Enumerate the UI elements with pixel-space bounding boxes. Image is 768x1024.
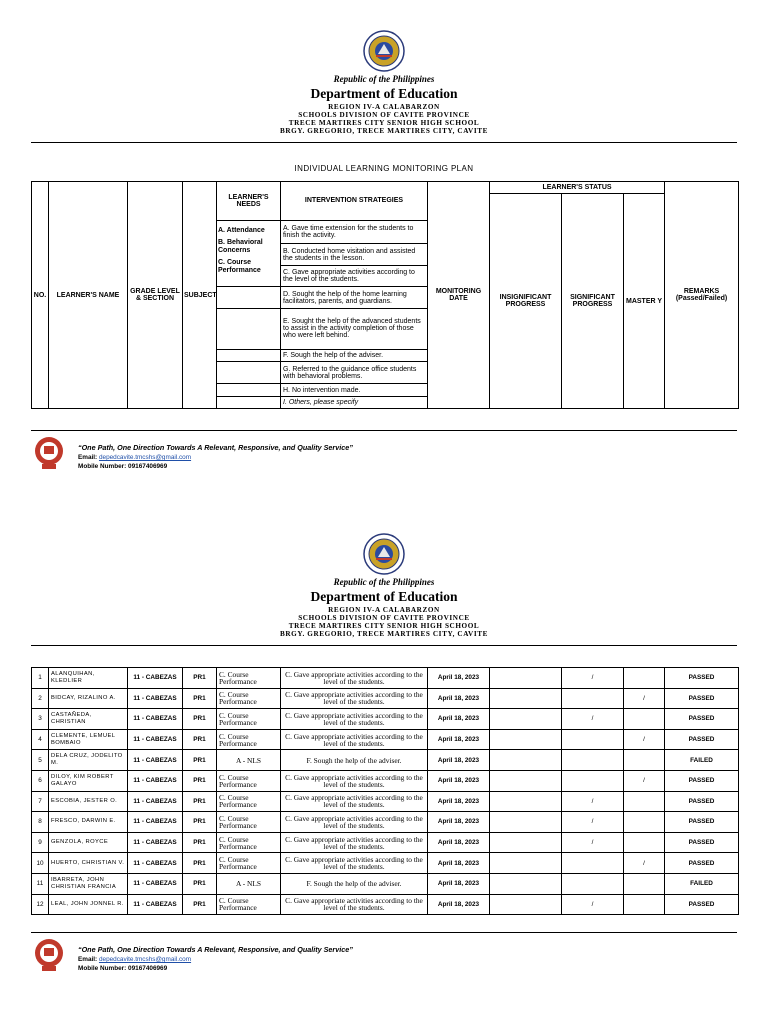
- col-name: LEARNER'S NAME: [49, 182, 128, 409]
- row-significant: /: [562, 894, 624, 915]
- row-no: 10: [32, 853, 49, 874]
- row-mastery: /: [624, 770, 665, 791]
- row-grade: 11 - CABEZAS: [128, 750, 183, 771]
- table-row: [32, 688, 739, 709]
- table-row: [32, 812, 739, 833]
- row-grade: 11 - CABEZAS: [128, 770, 183, 791]
- row-no: 5: [32, 750, 49, 771]
- row-name: FRESCO, DARWIN E.: [49, 812, 128, 833]
- row-need: C. Course Performance: [217, 688, 281, 709]
- row-name: IBARRETA, JOHN CHRISTIAN FRANCIA: [49, 873, 128, 894]
- row-strategy: C. Gave appropriate activities according to the level of the students.: [281, 853, 428, 874]
- row-remarks: PASSED: [665, 812, 739, 833]
- row-strategy: F. Sough the help of the adviser.: [281, 873, 428, 894]
- table-row: [32, 873, 739, 894]
- row-grade: 11 - CABEZAS: [128, 873, 183, 894]
- col-significant: SIGNIFICANT PROGRESS: [562, 194, 624, 409]
- footer-mobile: Mobile Number: 09167406969: [78, 965, 168, 972]
- department-title: Department of Education: [310, 86, 458, 101]
- row-date: April 18, 2023: [428, 688, 490, 709]
- row-subject: PR1: [183, 709, 217, 730]
- strategy-b: B. Conducted home visitation and assisted the students in the lesson.: [281, 244, 428, 265]
- row-significant: [562, 853, 624, 874]
- republic-text: Republic of the Philippines: [333, 74, 435, 84]
- row-need: C. Course Performance: [217, 853, 281, 874]
- col-no: NO.: [32, 182, 49, 409]
- needs-blank-2: [217, 308, 281, 349]
- row-need: A - NLS: [217, 873, 281, 894]
- row-significant: /: [562, 709, 624, 730]
- row-strategy: C. Gave appropriate activities according to the level of the students.: [281, 791, 428, 812]
- row-remarks: PASSED: [665, 832, 739, 853]
- footer-motto: “One Path, One Direction Towards A Relevant, Responsive, and Quality Service”: [78, 945, 353, 954]
- row-name: ALANQUIHAN, KLEDLIER: [49, 668, 128, 689]
- row-need: C. Course Performance: [217, 729, 281, 750]
- table-row: [32, 832, 739, 853]
- needs-blank-5: [217, 384, 281, 396]
- row-insignificant: [490, 853, 562, 874]
- row-subject: PR1: [183, 688, 217, 709]
- plan-title: INDIVIDUAL LEARNING MONITORING PLAN: [294, 164, 474, 173]
- row-need: C. Course Performance: [217, 812, 281, 833]
- need-behavioral: B. Behavioral Concerns: [218, 238, 263, 254]
- row-mastery: [624, 709, 665, 730]
- row-insignificant: [490, 688, 562, 709]
- row-name: LEAL, JOHN JONNEL R.: [49, 894, 128, 915]
- row-mastery: [624, 791, 665, 812]
- row-remarks: PASSED: [665, 791, 739, 812]
- row-strategy: C. Gave appropriate activities according to the level of the students.: [281, 770, 428, 791]
- needs-blank-4: [217, 361, 281, 383]
- row-significant: /: [562, 668, 624, 689]
- row-no: 6: [32, 770, 49, 791]
- footer-mobile: Mobile Number: 09167406969: [78, 463, 168, 470]
- row-grade: 11 - CABEZAS: [128, 668, 183, 689]
- row-need: A - NLS: [217, 750, 281, 771]
- row-no: 7: [32, 791, 49, 812]
- row-mastery: [624, 832, 665, 853]
- row-remarks: PASSED: [665, 688, 739, 709]
- department-title: Department of Education: [310, 589, 458, 604]
- row-remarks: FAILED: [665, 873, 739, 894]
- row-no: 11: [32, 873, 49, 894]
- footer-divider: [31, 932, 737, 933]
- needs-blank-3: [217, 349, 281, 361]
- row-strategy: F. Sough the help of the adviser.: [281, 750, 428, 771]
- header-divider: [31, 142, 737, 143]
- email-label: Email:: [78, 454, 98, 461]
- row-date: April 18, 2023: [428, 853, 490, 874]
- row-strategy: C. Gave appropriate activities according to the level of the students.: [281, 812, 428, 833]
- school-text: TRECE MARTIRES CITY SENIOR HIGH SCHOOL: [288, 119, 480, 127]
- row-insignificant: [490, 873, 562, 894]
- row-insignificant: [490, 709, 562, 730]
- deped-seal-icon: [363, 30, 405, 72]
- table-row: [32, 770, 739, 791]
- col-strategies: INTERVENTION STRATEGIES: [281, 182, 428, 221]
- row-mastery: [624, 894, 665, 915]
- row-insignificant: [490, 791, 562, 812]
- row-date: April 18, 2023: [428, 894, 490, 915]
- row-significant: /: [562, 791, 624, 812]
- row-subject: PR1: [183, 770, 217, 791]
- division-text: SCHOOLS DIVISION OF CAVITE PROVINCE: [298, 614, 470, 622]
- col-remarks: REMARKS (Passed/Failed): [665, 182, 739, 409]
- footer-divider: [31, 430, 737, 431]
- row-subject: PR1: [183, 894, 217, 915]
- row-name: HUERTO, CHRISTIAN V.: [49, 853, 128, 874]
- strategy-d: D. Sought the help of the home learning facilitators, parents, and guardians.: [281, 287, 428, 308]
- row-date: April 18, 2023: [428, 668, 490, 689]
- school-logo-icon: [34, 436, 64, 470]
- row-no: 3: [32, 709, 49, 730]
- row-name: ESCOBIA, JESTER O.: [49, 791, 128, 812]
- row-need: C. Course Performance: [217, 791, 281, 812]
- strategy-f: F. Sough the help of the adviser.: [281, 349, 428, 361]
- plan-header-table: [31, 181, 739, 409]
- school-logo-icon: [34, 938, 64, 972]
- strategy-e: E. Sought the help of the advanced students to assist in the activity completion of those who were left behind.: [281, 308, 428, 349]
- row-name: BIDCAY, RIZALINO A.: [49, 688, 128, 709]
- footer-motto: “One Path, One Direction Towards A Relevant, Responsive, and Quality Service”: [78, 443, 353, 452]
- row-significant: /: [562, 812, 624, 833]
- row-no: 8: [32, 812, 49, 833]
- col-subject: SUBJECT: [183, 182, 217, 409]
- row-remarks: FAILED: [665, 750, 739, 771]
- row-remarks: PASSED: [665, 668, 739, 689]
- row-significant: [562, 770, 624, 791]
- row-remarks: PASSED: [665, 853, 739, 874]
- row-strategy: C. Gave appropriate activities according to the level of the students.: [281, 832, 428, 853]
- strategy-h: H. No intervention made.: [281, 384, 428, 396]
- col-grade: GRADE LEVEL & SECTION: [128, 182, 183, 409]
- row-insignificant: [490, 729, 562, 750]
- row-insignificant: [490, 894, 562, 915]
- row-mastery: [624, 812, 665, 833]
- needs-blank-6: [217, 396, 281, 408]
- table-row: [32, 894, 739, 915]
- row-date: April 18, 2023: [428, 791, 490, 812]
- email-link[interactable]: depedcavite.tmcshs@gmail.com: [98, 454, 192, 461]
- row-subject: PR1: [183, 729, 217, 750]
- address-text: BRGY. GREGORIO, TRECE MARTIRES CITY, CAVITE: [279, 630, 489, 638]
- row-significant: [562, 688, 624, 709]
- row-no: 9: [32, 832, 49, 853]
- row-mastery: [624, 750, 665, 771]
- row-strategy: C. Gave appropriate activities according to the level of the students.: [281, 894, 428, 915]
- strategy-others: I. Others, please specify: [281, 396, 428, 408]
- table-row: [32, 791, 739, 812]
- row-significant: /: [562, 832, 624, 853]
- row-strategy: C. Gave appropriate activities according to the level of the students.: [281, 729, 428, 750]
- row-mastery: [624, 873, 665, 894]
- row-name: DELA CRUZ, JODELITO M.: [49, 750, 128, 771]
- region-text: REGION IV-A CALABARZON: [328, 606, 440, 614]
- row-no: 12: [32, 894, 49, 915]
- needs-blank-1: [217, 287, 281, 308]
- footer-email-line: [78, 956, 191, 963]
- row-subject: PR1: [183, 791, 217, 812]
- row-insignificant: [490, 832, 562, 853]
- header-divider: [31, 645, 737, 646]
- row-grade: 11 - CABEZAS: [128, 688, 183, 709]
- row-insignificant: [490, 668, 562, 689]
- row-no: 1: [32, 668, 49, 689]
- strategy-g: G. Referred to the guidance office students with behavioral problems.: [281, 361, 428, 383]
- row-mastery: [624, 668, 665, 689]
- row-grade: 11 - CABEZAS: [128, 709, 183, 730]
- row-date: April 18, 2023: [428, 729, 490, 750]
- table-row: [32, 729, 739, 750]
- region-text: REGION IV-A CALABARZON: [328, 103, 440, 111]
- row-grade: 11 - CABEZAS: [128, 853, 183, 874]
- row-mastery: /: [624, 688, 665, 709]
- row-date: April 18, 2023: [428, 709, 490, 730]
- table-row: [32, 853, 739, 874]
- row-grade: 11 - CABEZAS: [128, 832, 183, 853]
- row-mastery: /: [624, 853, 665, 874]
- row-need: C. Course Performance: [217, 709, 281, 730]
- row-subject: PR1: [183, 668, 217, 689]
- footer-email-line: [78, 454, 191, 461]
- row-date: April 18, 2023: [428, 873, 490, 894]
- learner-data-table: [31, 667, 739, 915]
- row-significant: [562, 750, 624, 771]
- row-need: C. Course Performance: [217, 770, 281, 791]
- deped-seal-icon: [363, 533, 405, 575]
- row-name: CASTAÑEDA, CHRISTIAN: [49, 709, 128, 730]
- row-insignificant: [490, 812, 562, 833]
- col-insignificant: INSIGNIFICANT PROGRESS: [490, 194, 562, 409]
- needs-list: [217, 220, 281, 286]
- row-date: April 18, 2023: [428, 770, 490, 791]
- row-name: GENZOLA, ROYCE: [49, 832, 128, 853]
- col-date: MONITORING DATE: [428, 182, 490, 409]
- row-grade: 11 - CABEZAS: [128, 791, 183, 812]
- row-subject: PR1: [183, 750, 217, 771]
- row-significant: [562, 729, 624, 750]
- row-date: April 18, 2023: [428, 812, 490, 833]
- need-attendance: A. Attendance: [218, 226, 265, 234]
- address-text: BRGY. GREGORIO, TRECE MARTIRES CITY, CAVITE: [279, 127, 489, 135]
- table-row: [32, 709, 739, 730]
- table-row: [32, 668, 739, 689]
- col-needs: LEARNER'S NEEDS: [217, 182, 281, 221]
- row-remarks: PASSED: [665, 729, 739, 750]
- row-date: April 18, 2023: [428, 750, 490, 771]
- col-status: LEARNER'S STATUS: [490, 182, 665, 194]
- row-subject: PR1: [183, 873, 217, 894]
- row-remarks: PASSED: [665, 770, 739, 791]
- strategy-a: A. Gave time extension for the students to finish the activity.: [281, 220, 428, 244]
- col-mastery: MASTER Y: [624, 194, 665, 409]
- row-remarks: PASSED: [665, 894, 739, 915]
- row-name: DILOY, KIM ROBERT GALAYO: [49, 770, 128, 791]
- row-significant: [562, 873, 624, 894]
- row-name: CLEMENTE, LEMUEL BOMBAIO: [49, 729, 128, 750]
- row-subject: PR1: [183, 853, 217, 874]
- row-date: April 18, 2023: [428, 832, 490, 853]
- row-strategy: C. Gave appropriate activities according to the level of the students.: [281, 688, 428, 709]
- row-no: 4: [32, 729, 49, 750]
- email-label: Email:: [78, 956, 98, 963]
- row-subject: PR1: [183, 832, 217, 853]
- strategy-c: C. Gave appropriate activities according to the level of the students.: [281, 265, 428, 286]
- row-strategy: C. Gave appropriate activities according to the level of the students.: [281, 668, 428, 689]
- row-insignificant: [490, 750, 562, 771]
- row-no: 2: [32, 688, 49, 709]
- row-need: C. Course Performance: [217, 668, 281, 689]
- school-text: TRECE MARTIRES CITY SENIOR HIGH SCHOOL: [288, 622, 480, 630]
- table-row: [32, 750, 739, 771]
- republic-text: Republic of the Philippines: [333, 577, 435, 587]
- row-mastery: /: [624, 729, 665, 750]
- row-need: C. Course Performance: [217, 894, 281, 915]
- need-course: C. Course Performance: [218, 258, 261, 274]
- row-grade: 11 - CABEZAS: [128, 812, 183, 833]
- division-text: SCHOOLS DIVISION OF CAVITE PROVINCE: [298, 111, 470, 119]
- row-grade: 11 - CABEZAS: [128, 729, 183, 750]
- row-grade: 11 - CABEZAS: [128, 894, 183, 915]
- row-strategy: C. Gave appropriate activities according to the level of the students.: [281, 709, 428, 730]
- row-remarks: PASSED: [665, 709, 739, 730]
- row-insignificant: [490, 770, 562, 791]
- row-subject: PR1: [183, 812, 217, 833]
- row-need: C. Course Performance: [217, 832, 281, 853]
- email-link[interactable]: depedcavite.tmcshs@gmail.com: [98, 956, 192, 963]
